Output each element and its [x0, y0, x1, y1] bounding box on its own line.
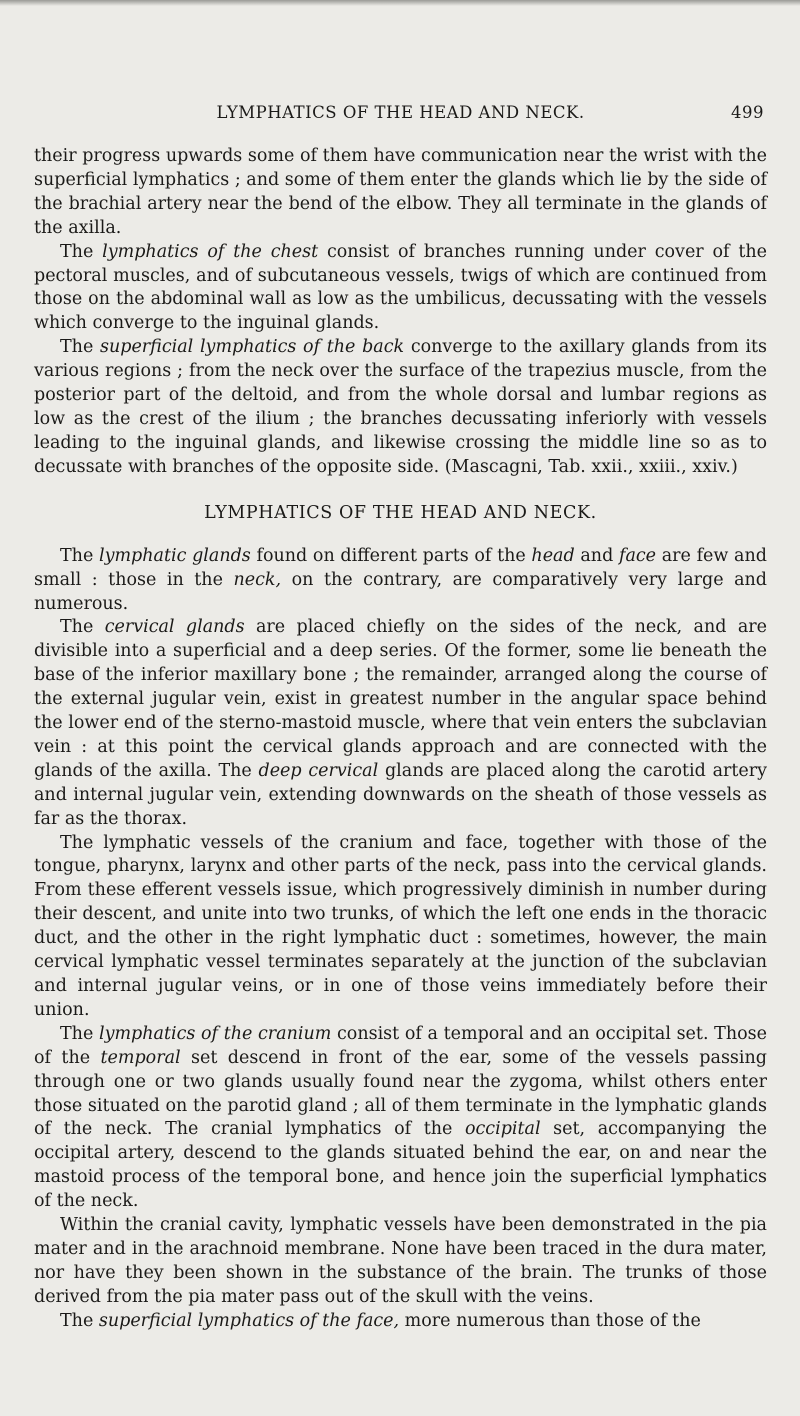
paragraph-cervical-glands: [34, 616, 767, 831]
italic-term: lymphatic glands: [98, 545, 251, 566]
italic-term: superficial lymphatics of the back: [100, 337, 405, 358]
text-run: found on different parts of the: [250, 545, 532, 566]
running-title: LYMPHATICS OF THE HEAD AND NECK.: [216, 103, 585, 122]
italic-term: temporal: [100, 1047, 181, 1068]
text-run: consist of a temporal and an occipital set. Those of the: [34, 1023, 767, 1068]
text-run: The: [60, 337, 100, 358]
italic-term: head: [531, 545, 575, 566]
page-number: 499: [731, 103, 764, 122]
page-top-edge: [0, 0, 800, 6]
paragraph-lymphatic-vessels: The lymphatic vessels of the cranium and face, together with those of the tongue, pharynx, larynx and other parts of the neck, pass into the cervical glands. From these efferent vessels issue, which progressively diminish in number during their descent, and unite into two trunks, of which the left one ends in the thoracic duct, and the other in the right lymphatic duct : sometimes, however, the main cervical lymphatic vessel terminates separately at the junction of the subclavian and internal jugular veins, or in one of those veins immediately before their union.: [34, 832, 767, 1020]
paragraph-cranium-lymphatics: [34, 1023, 767, 1214]
italic-term: cervical glands: [104, 617, 245, 638]
paragraph-forearm-lymphatics: their progress upwards some of them have communication near the wrist with the superficial lymphatics ; and some of them enter the glands which lie by the side of the brachial artery near the bend of the elbow. They all terminate in the glands of the axilla.: [34, 146, 767, 238]
text-run: set, accompanying the occipital artery, descend to the glands situated behind the ear, on and near the mastoid process of the temporal bone, and hence join the superficial lymphatics of the neck.: [34, 1119, 767, 1212]
paragraph-cranial-cavity: Within the cranial cavity, lymphatic vessels have been demonstrated in the pia mater and in the arachnoid membrane. None have been traced in the dura mater, nor have they been shown in the substance of the brain. The trunks of those derived from the pia mater pass out of the skull with the veins.: [34, 1215, 767, 1307]
text-run: The: [60, 1023, 99, 1044]
text-run: glands are placed along the carotid artery and internal jugular vein, extending downwards on the sheath of those vessels as far as the thorax.: [34, 760, 768, 829]
text-run: consist of branches running under cover of the pectoral muscles, and of subcutaneous vessels, twigs of which are continued from those on the abdominal wall as low as the umbilicus, decussating with the vessels which converge to the inguinal glands.: [34, 241, 767, 334]
paragraph-back-lymphatics: [34, 336, 767, 479]
running-header: [34, 103, 767, 129]
text-run: are placed chiefly on the sides of the neck, and are divisible into a superficial and a deep series. Of the former, some lie beneath the base of the inferior maxillary bone ; the remainder, arranged along the course of the external jugular vein, exist in greatest number in the angular space behind the lower end of the sterno-mastoid muscle, where that vein enters the subclavian vein : at this point the cervical glands approach and are connected with the glands of the axilla. The: [34, 617, 767, 781]
italic-term: lymphatics of the chest: [102, 241, 319, 262]
page-body: [34, 145, 767, 1334]
italic-term: neck,: [233, 569, 282, 590]
italic-term: superficial lymphatics of the face,: [98, 1310, 400, 1331]
paragraph-chest-lymphatics: [34, 241, 767, 337]
text-run: more numerous than those of the: [399, 1310, 701, 1331]
text-run: The: [60, 241, 103, 262]
italic-term: deep cervical: [258, 760, 379, 781]
paragraph-lymphatic-glands: [34, 545, 767, 617]
text-run: The: [60, 545, 99, 566]
paragraph-face-lymphatics: [34, 1310, 767, 1334]
text-run: set descend in front of the ear, some of the vessels passing through one or two glands usually found near the zygoma, whilst others enter those situated on the parotid gland ; all of them terminate in the lymphatic glands of the neck. The cranial lymphatics of the: [34, 1047, 767, 1140]
italic-term: face: [618, 545, 657, 566]
text-run: on the contrary, are comparatively very large and numerous.: [34, 569, 767, 614]
text-run: The: [60, 1310, 99, 1331]
italic-term: occipital: [464, 1119, 541, 1140]
section-heading: LYMPHATICS OF THE HEAD AND NECK.: [204, 502, 597, 523]
text-run: and: [574, 545, 619, 566]
text-run: are few and small : those in the: [34, 545, 767, 590]
text-run: The: [60, 617, 105, 638]
text-run: converge to the axillary glands from its various regions ; from the neck over the surface of the trapezius muscle, from the posterior part of the deltoid, and from the whole dorsal and lumbar regions as low as the crest of the ilium ; the branches decussating inferiorly with vessels leading to the inguinal glands, and likewise crossing the middle line so as to decussate with branches of the opposite side. (Mascagni, Tab. xxii., xxiii., xxiv.): [34, 337, 767, 477]
italic-term: lymphatics of the cranium: [98, 1023, 332, 1044]
